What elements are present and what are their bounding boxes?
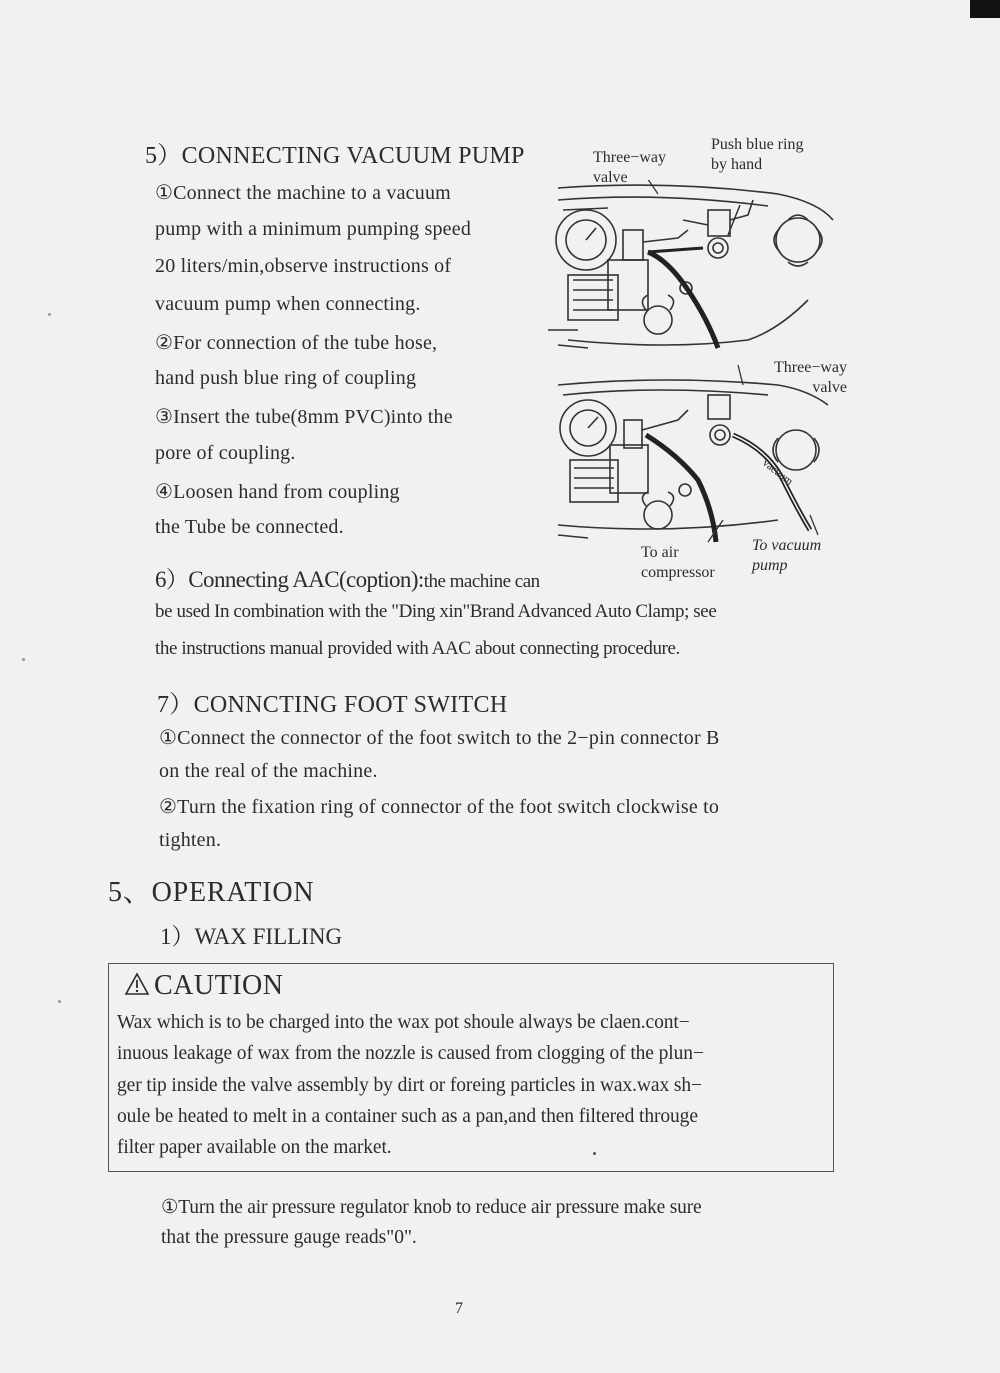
section-text-line: tighten. (159, 829, 222, 851)
scan-speck (22, 658, 25, 661)
caution-text-line: ger tip inside the valve assembly by dirt or foreing particles in wax.wax sh− (117, 1075, 702, 1096)
figure-label-to-air-compressor: To air compressor (641, 544, 715, 581)
scan-speck (58, 1000, 61, 1003)
section-text-line: ④Loosen hand from coupling (155, 481, 400, 503)
section-text-line: be used In combination with the "Ding xin"Brand Advanced Auto Clamp; see (155, 601, 717, 622)
vacuum-pump-connection-diagram (548, 180, 838, 550)
section-heading-aac (155, 561, 540, 594)
section-text-line: on the real of the machine. (159, 760, 378, 782)
page-number: 7 (455, 1300, 463, 1317)
figure-label-three-way-valve-bottom: Three−way valve (774, 359, 847, 396)
section-heading-aac-rest: the machine can (423, 571, 540, 592)
section-text-line: ①Connect the connector of the foot switch to the 2−pin connector B (159, 727, 720, 749)
step-text-line: that the pressure gauge reads"0". (161, 1227, 417, 1248)
section-heading-vacuum-pump: 5）CONNECTING VACUUM PUMP (145, 143, 525, 169)
section-heading-aac-prefix: 6）Connecting AAC(coption): (155, 567, 424, 592)
section-text-line: ③Insert the tube(8mm PVC)into the (155, 406, 453, 428)
scan-corner-mark (970, 0, 1000, 18)
section-text-line: pore of coupling. (155, 442, 296, 464)
section-text-line: hand push blue ring of coupling (155, 367, 417, 389)
section-text-line: vacuum pump when connecting. (155, 293, 421, 315)
scan-speck (48, 313, 51, 316)
caution-text-line: inuous leakage of wax from the nozzle is caused from clogging of the plun− (117, 1043, 704, 1064)
caution-text-line: filter paper available on the market. (117, 1137, 392, 1158)
section-heading-foot-switch: 7）CONNCTING FOOT SWITCH (157, 692, 508, 718)
figure-label-three-way-valve-top: Three−way valve (593, 149, 666, 186)
section-text-line: pump with a minimum pumping speed (155, 218, 472, 240)
operation-heading: 5、OPERATION (108, 877, 315, 908)
caution-title (124, 970, 284, 1002)
section-text-line: the Tube be connected. (155, 516, 344, 538)
figure-label-push-blue-ring: Push blue ring by hand (711, 136, 804, 173)
section-text-line: 20 liters/min,observe instructions of (155, 255, 452, 277)
figure-label-to-vacuum-pump: To vacuum pump (752, 537, 822, 574)
section-text-line: the instructions manual provided with AAC about connecting procedure. (155, 638, 680, 659)
warning-triangle-icon (124, 972, 150, 996)
tube-vacuum-label: vacuum (760, 456, 795, 488)
caution-text-line: Wax which is to be charged into the wax pot shoule always be claen.cont− (117, 1012, 690, 1033)
caution-text-line: oule be heated to melt in a container such as a pan,and then filtered througe (117, 1106, 698, 1127)
caution-title-text: CAUTION (154, 970, 284, 1001)
wax-filling-heading: 1）WAX FILLING (160, 924, 343, 949)
section-text-line: ①Connect the machine to a vacuum (155, 182, 451, 204)
step-text-line: ①Turn the air pressure regulator knob to reduce air pressure make sure (161, 1197, 702, 1218)
section-text-line: ②Turn the fixation ring of connector of the foot switch clockwise to (159, 796, 720, 818)
section-text-line: ②For connection of the tube hose, (155, 332, 438, 354)
